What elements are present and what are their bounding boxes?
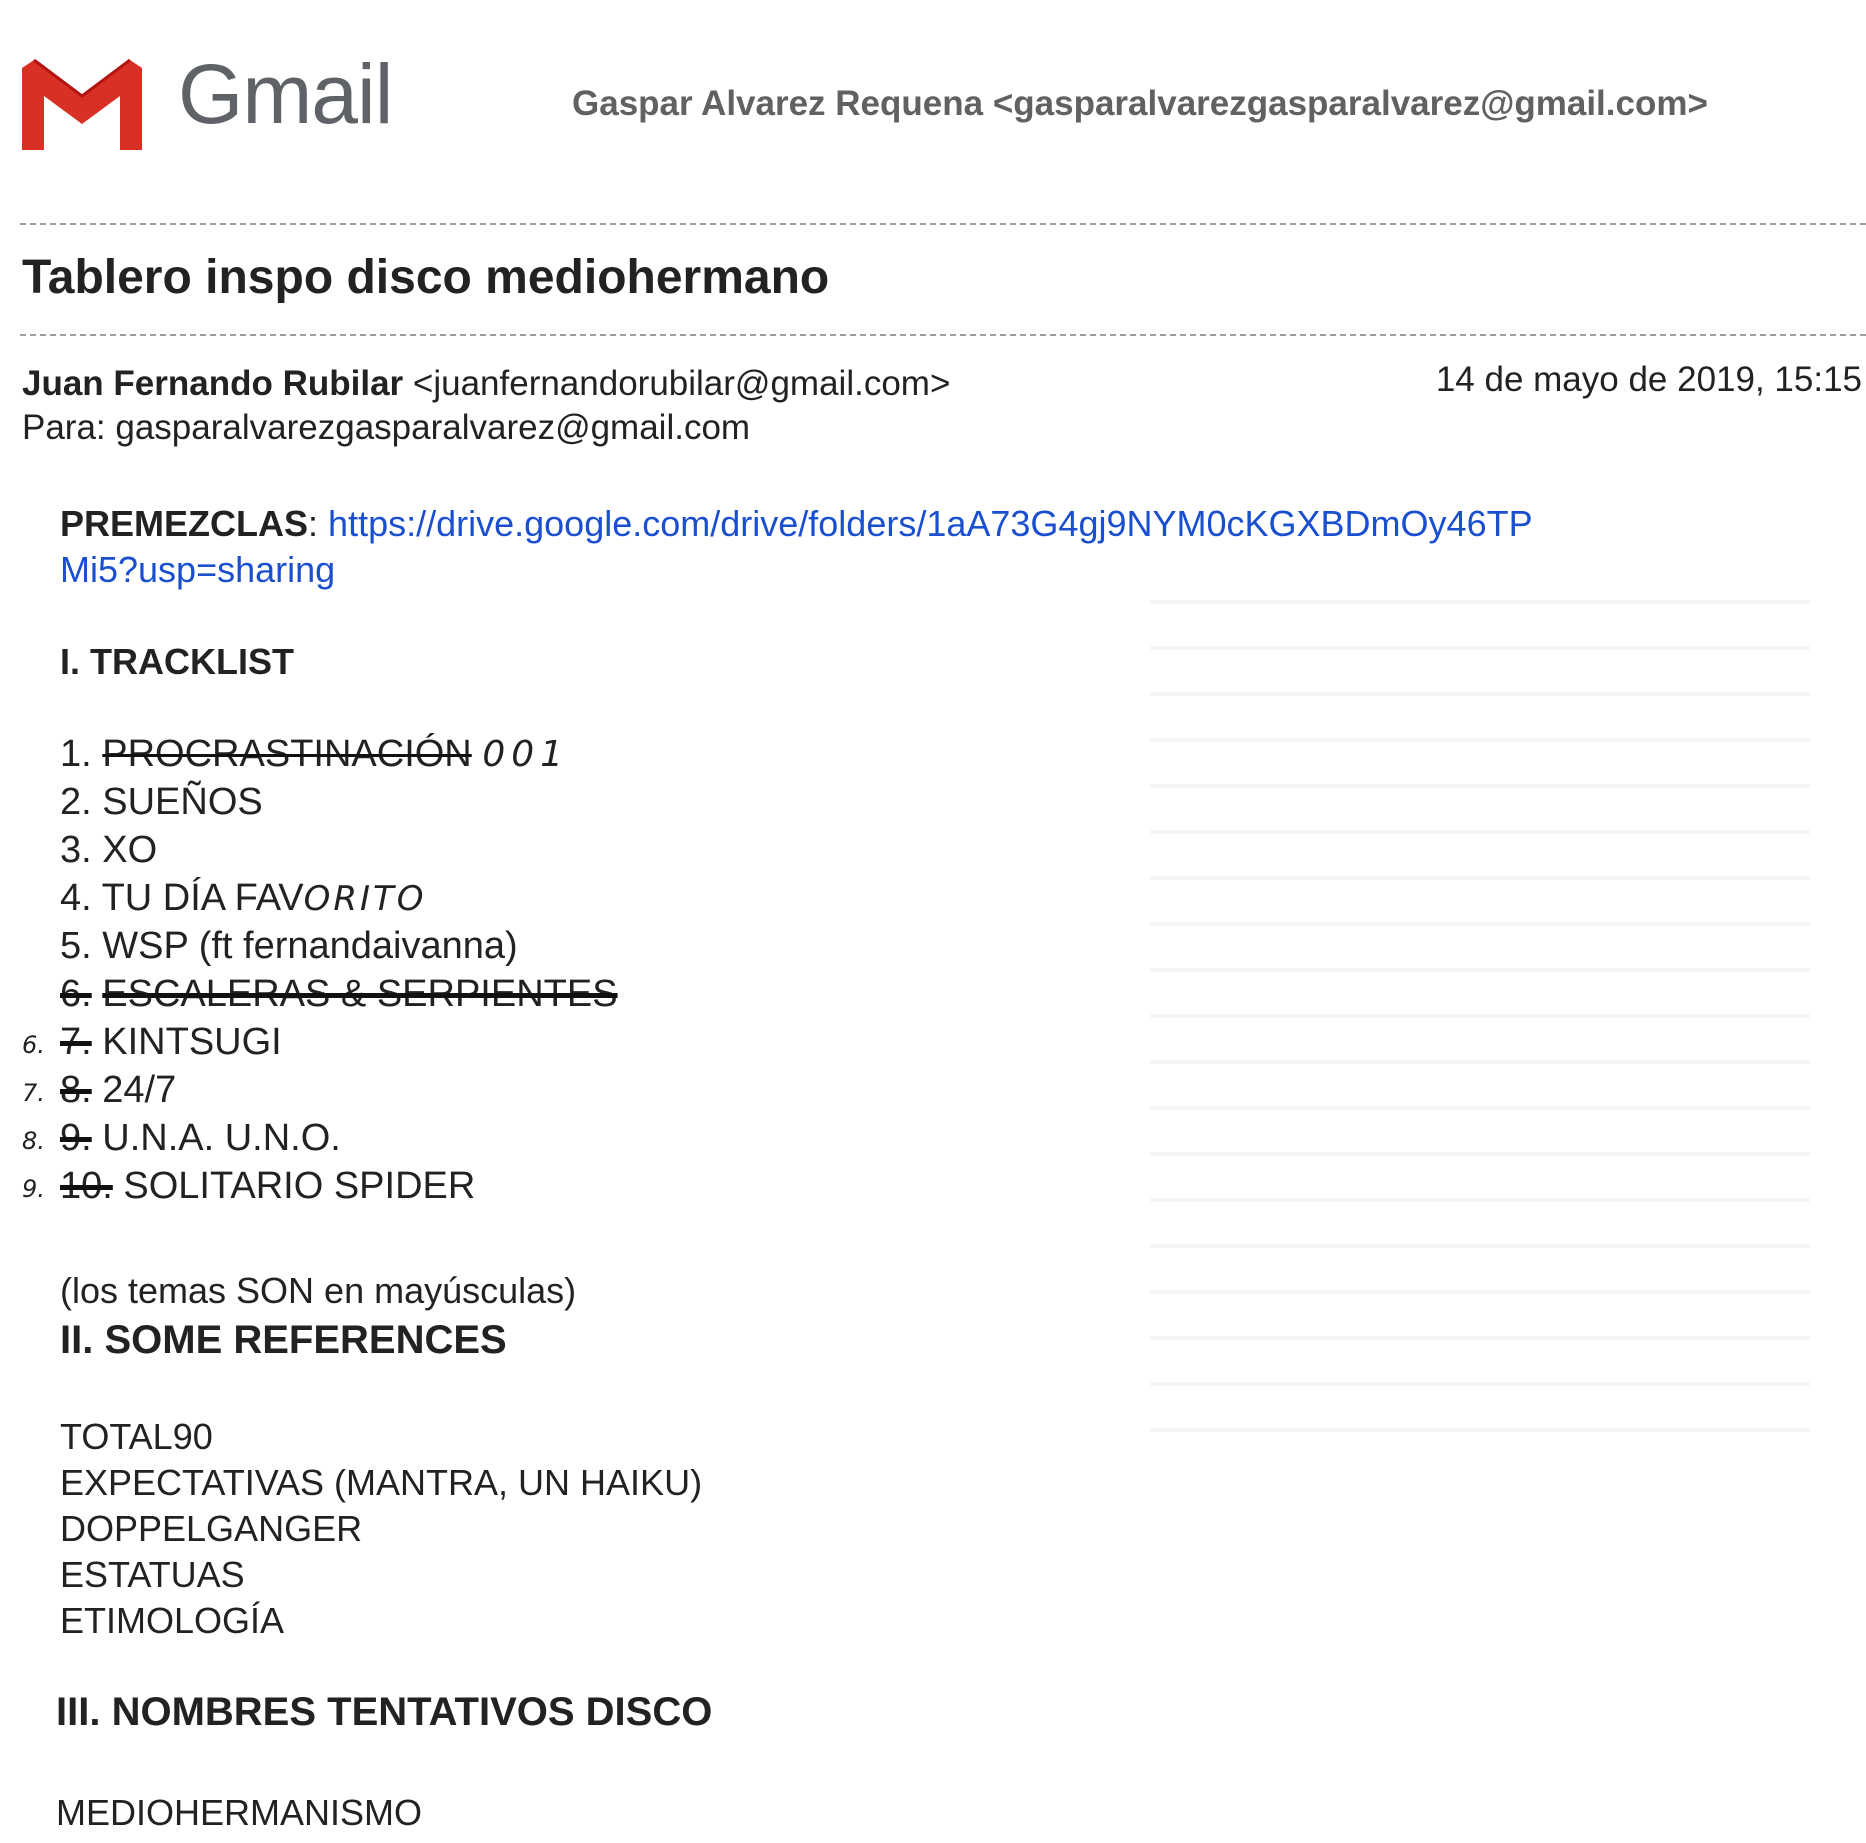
- app-name: Gmail: [178, 47, 393, 141]
- reference-item: DOPPELGANGER: [60, 1508, 363, 1549]
- renumbered-label: 7.: [22, 1079, 45, 1107]
- email-date: 14 de mayo de 2019, 15:15: [1435, 360, 1862, 399]
- drive-link[interactable]: https://drive.google.com/drive/folders/1aA73G4gj9NYM0cKGXBDmOy46TP: [328, 503, 1533, 544]
- track-number: 2.: [60, 781, 92, 823]
- handwritten-note: ORITO: [303, 879, 427, 919]
- track-3: [60, 829, 157, 872]
- renumbered-label: 6.: [22, 1031, 45, 1059]
- premezclas-sep: :: [308, 503, 319, 544]
- track-title: PROCRASTINACIÓN: [102, 733, 472, 775]
- track-number: 10.: [60, 1165, 113, 1207]
- reference-item: ESTATUAS: [60, 1554, 245, 1595]
- track-title: SUEÑOS: [102, 781, 263, 823]
- tracklist-note: (los temas SON en mayúsculas): [60, 1270, 577, 1311]
- reference-item: EXPECTATIVAS (MANTRA, UN HAIKU): [60, 1462, 703, 1503]
- track-6: [60, 973, 618, 1016]
- tracklist-heading: I. TRACKLIST: [60, 641, 294, 682]
- track-number: 8.: [60, 1069, 92, 1111]
- track-title: XO: [102, 829, 158, 871]
- sender-email: <juanfernandorubilar@gmail.com>: [412, 364, 951, 403]
- names-heading: III. NOMBRES TENTATIVOS DISCO: [56, 1690, 713, 1734]
- track-7: [22, 1021, 282, 1064]
- reference-item: ETIMOLOGÍA: [60, 1600, 285, 1641]
- track-number: 6.: [60, 973, 92, 1015]
- track-number: 9.: [60, 1117, 92, 1159]
- divider-subject: [20, 334, 1866, 336]
- paper-bleed-through: [1150, 560, 1810, 1460]
- renumbered-label: 9.: [22, 1175, 45, 1203]
- reference-item: TOTAL90: [60, 1416, 213, 1457]
- track-title: 24/7: [102, 1069, 177, 1111]
- track-4: [60, 877, 427, 920]
- recipient-line: Para: gasparalvarezgasparalvarez@gmail.com: [22, 408, 751, 447]
- track-title: U.N.A. U.N.O.: [102, 1117, 341, 1159]
- track-title: WSP (ft fernandaivanna): [102, 925, 518, 967]
- track-number: 3.: [60, 829, 92, 871]
- email-subject: Tablero inspo disco mediohermano: [22, 251, 830, 304]
- premezclas-label: PREMEZCLAS: [60, 503, 309, 544]
- track-number: 4.: [60, 877, 92, 919]
- track-10: [22, 1165, 476, 1208]
- track-8: [22, 1069, 177, 1112]
- gmail-logo-icon: [18, 54, 146, 152]
- track-2: [60, 781, 263, 824]
- track-title: KINTSUGI: [102, 1021, 282, 1063]
- references-heading: II. SOME REFERENCES: [60, 1318, 507, 1362]
- divider-top: [20, 223, 1866, 225]
- track-number: 7.: [60, 1021, 92, 1063]
- track-number: 5.: [60, 925, 92, 967]
- track-1: [60, 733, 569, 776]
- track-5: [60, 925, 518, 968]
- drive-link-cont[interactable]: Mi5?usp=sharing: [60, 549, 336, 590]
- track-title: ESCALERAS & SERPIENTES: [102, 973, 618, 1015]
- account-info: Gaspar Alvarez Requena <gasparalvarezgasparalvarez@gmail.com>: [572, 84, 1708, 123]
- premezclas-line: [60, 503, 1533, 545]
- track-title: TU DÍA FAV: [101, 877, 304, 919]
- track-9: [22, 1117, 341, 1160]
- track-title: SOLITARIO SPIDER: [123, 1165, 476, 1207]
- handwritten-note: 001: [482, 734, 570, 775]
- sender-line: [22, 364, 950, 404]
- track-number: 1.: [60, 733, 92, 775]
- name-item: MEDIOHERMANISMO: [56, 1792, 423, 1833]
- sender-name: Juan Fernando Rubilar: [22, 364, 404, 403]
- renumbered-label: 8.: [22, 1127, 45, 1155]
